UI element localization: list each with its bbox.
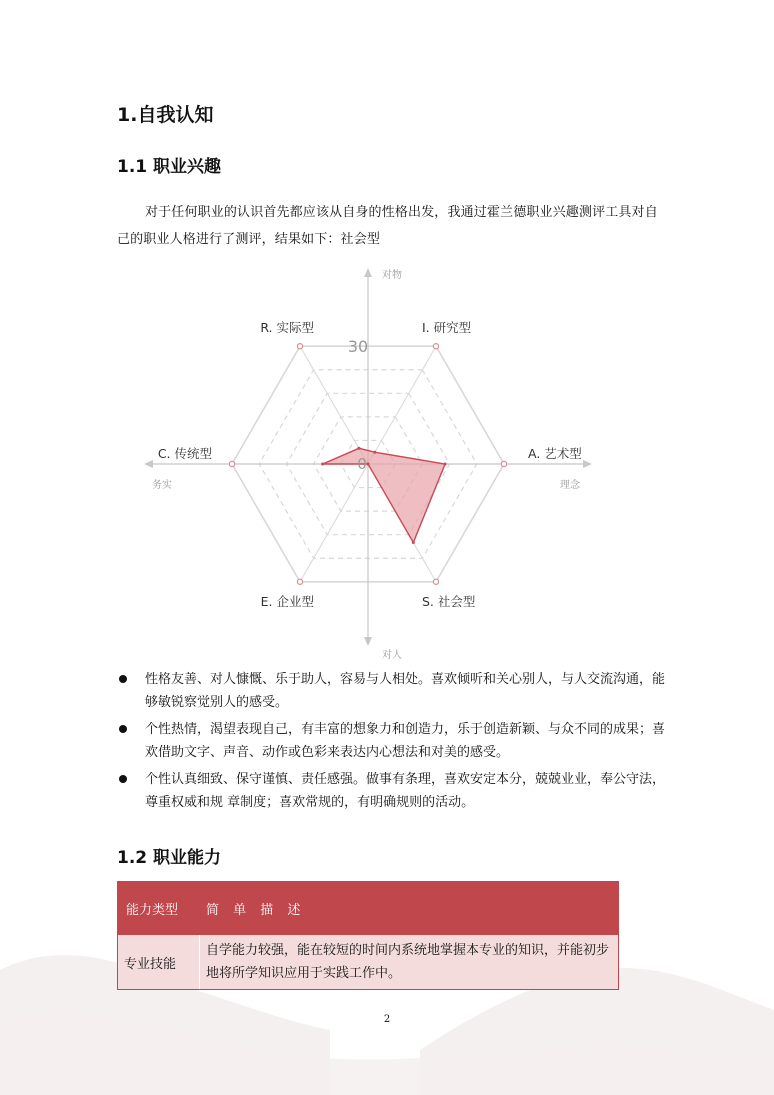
radar-vertex-dot — [297, 344, 302, 349]
radar-axis-label: A. 艺术型 — [528, 446, 582, 461]
direction-label-left: 务实 — [152, 480, 172, 491]
arrow-up-icon — [364, 268, 372, 277]
radar-axis-label: E. 企业型 — [260, 593, 314, 609]
radar-vertex-dot — [433, 344, 438, 349]
radar-axis-label: I. 研究型 — [422, 320, 472, 336]
radar-vertex-dot — [501, 461, 506, 466]
radar-axis-label: R. 实际型 — [260, 320, 314, 336]
page-title: 1.自我认知 — [117, 104, 214, 126]
arrow-down-icon — [364, 637, 372, 646]
radar-data-point — [373, 451, 376, 454]
radar-data-area — [323, 448, 445, 542]
radar-spoke — [368, 346, 436, 464]
radar-spoke — [300, 346, 368, 464]
direction-label-top: 对物 — [382, 270, 402, 281]
arrow-right-icon — [583, 460, 592, 468]
cell-ability-desc: 自学能力较强，能在较短的时间内系统地掌握本专业的知识，并能初步地将所学知识应用于实践工作中。 — [206, 943, 610, 981]
radar-data-point — [367, 463, 370, 466]
radar-vertex-dot — [433, 579, 438, 584]
header-cell-desc: 简 单 描 述 — [206, 903, 306, 918]
cell-ability-type: 专业技能 — [118, 935, 200, 989]
radar-axis-label: C. 传统型 — [157, 446, 212, 461]
radar-vertex-dot — [297, 579, 302, 584]
radar-chart — [140, 262, 600, 662]
radar-data-point — [444, 463, 447, 466]
list-item: 个性认真细致、保守谨慎、责任感强。做事有条理，喜欢安定本分，兢兢业业，奉公守法，尊重权威和规 章制度；喜欢常规的，有明确规则的活动。 — [117, 768, 667, 814]
bullet-dot-icon — [119, 725, 127, 733]
page-number: 2 — [383, 1014, 391, 1025]
section-title-ability: 1.2 职业能力 — [117, 848, 222, 868]
radar-spoke — [300, 464, 368, 582]
bullet-dot-icon — [119, 775, 127, 783]
ability-table — [117, 881, 619, 990]
trait-bullet-list — [117, 668, 667, 818]
intro-paragraph: 对于任何职业的认识首先都应该从自身的性格出发，我通过霍兰德职业兴趣测评工具对自己的职业人格进行了测评，结果如下：社会型 — [117, 205, 658, 247]
table-header — [118, 882, 618, 935]
direction-label-right: 理念 — [560, 480, 580, 491]
radar-data-point — [321, 463, 324, 466]
radar-tick-label: 30 — [347, 337, 369, 357]
list-item: 个性热情，渴望表现自己，有丰富的想象力和创造力，乐于创造新颖、与众不同的成果；喜欢借助文字、声音、动作或色彩来表达内心想法和对美的感受。 — [117, 718, 667, 764]
direction-label-bottom: 对人 — [382, 650, 402, 661]
table-row — [118, 935, 618, 989]
radar-vertex-dot — [229, 461, 234, 466]
arrow-left-icon — [144, 460, 153, 468]
section-title-interest: 1.1 职业兴趣 — [117, 157, 222, 177]
radar-data-point — [412, 541, 415, 544]
header-cell-type: 能力类型 — [126, 903, 179, 918]
radar-tick-label: 0 — [357, 455, 367, 473]
list-item: 性格友善、对人慷慨、乐于助人，容易与人相处。喜欢倾听和关心别人，与人交流沟通，能够敏锐察觉别人的感受。 — [117, 668, 667, 714]
radar-data-point — [357, 447, 360, 450]
radar-axis-label: S. 社会型 — [422, 593, 476, 609]
bullet-dot-icon — [119, 675, 127, 683]
